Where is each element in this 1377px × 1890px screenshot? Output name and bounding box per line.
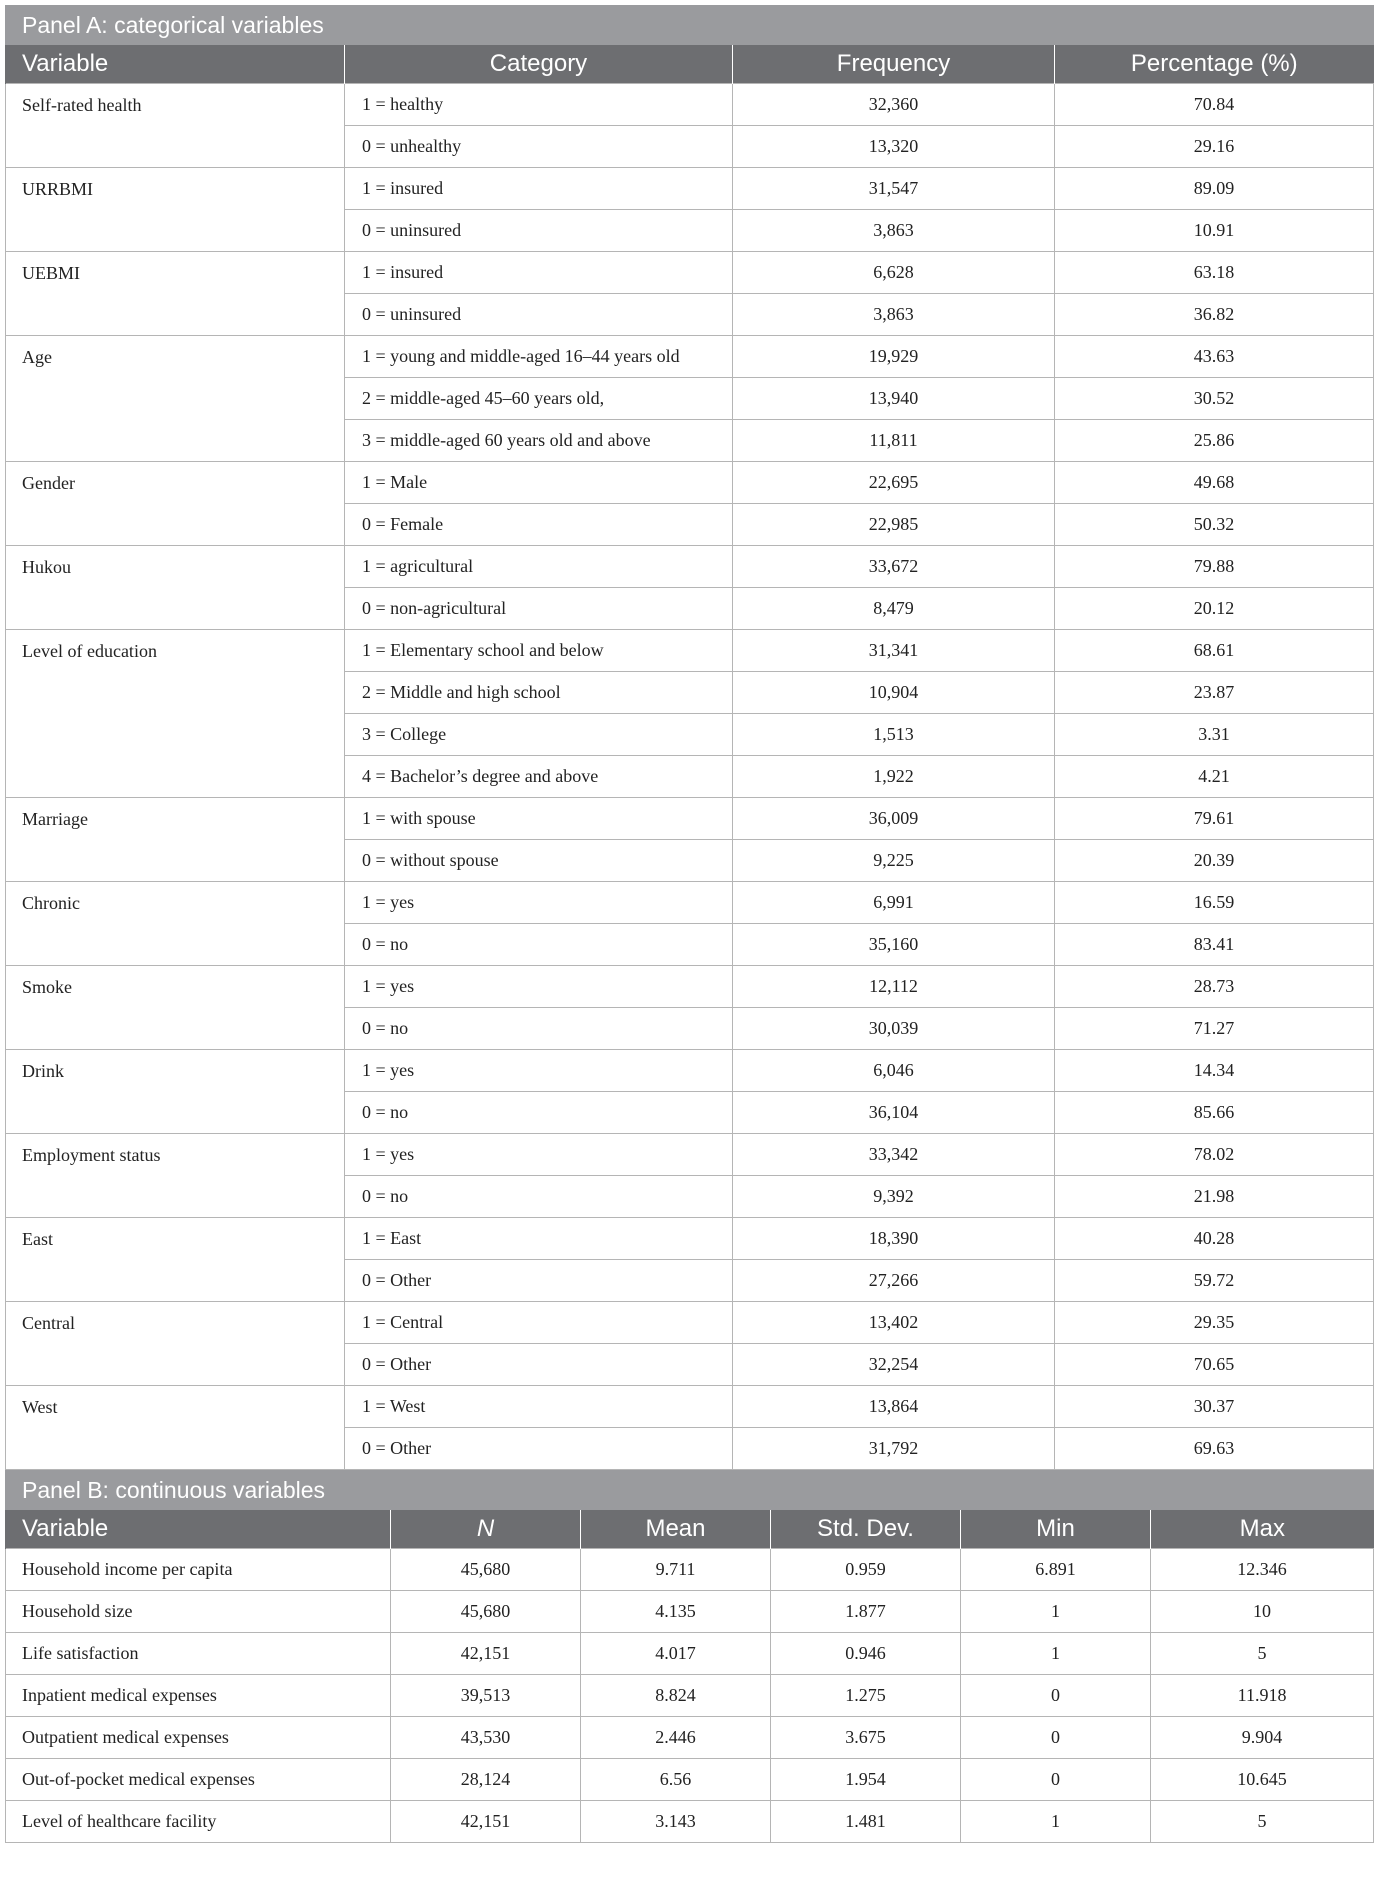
category-cell: 0 = no bbox=[345, 1092, 733, 1134]
max-cell: 9.904 bbox=[1151, 1717, 1374, 1759]
sd-cell: 1.275 bbox=[771, 1675, 961, 1717]
panel-b-table bbox=[5, 1470, 1374, 1843]
category-cell: 1 = yes bbox=[345, 966, 733, 1008]
frequency-cell: 36,104 bbox=[733, 1092, 1055, 1134]
percentage-cell: 59.72 bbox=[1055, 1260, 1374, 1302]
variable-name: Smoke bbox=[6, 966, 345, 1050]
min-cell: 1 bbox=[961, 1633, 1151, 1675]
panel-a-title: Panel A: categorical variables bbox=[6, 6, 1374, 45]
variable-name: Self-rated health bbox=[6, 84, 345, 168]
frequency-cell: 27,266 bbox=[733, 1260, 1055, 1302]
category-cell: 1 = agricultural bbox=[345, 546, 733, 588]
table-row bbox=[6, 546, 1374, 588]
panel-a-title-row bbox=[6, 6, 1374, 45]
category-cell: 0 = Other bbox=[345, 1260, 733, 1302]
table-row bbox=[6, 1386, 1374, 1428]
variable-name: URRBMI bbox=[6, 168, 345, 252]
variable-name: Level of healthcare facility bbox=[6, 1801, 391, 1843]
frequency-cell: 1,513 bbox=[733, 714, 1055, 756]
frequency-cell: 18,390 bbox=[733, 1218, 1055, 1260]
frequency-cell: 35,160 bbox=[733, 924, 1055, 966]
category-cell: 1 = East bbox=[345, 1218, 733, 1260]
frequency-cell: 6,991 bbox=[733, 882, 1055, 924]
percentage-cell: 50.32 bbox=[1055, 504, 1374, 546]
n-cell: 42,151 bbox=[391, 1801, 581, 1843]
max-cell: 12.346 bbox=[1151, 1549, 1374, 1591]
table-row bbox=[6, 1050, 1374, 1092]
category-cell: 0 = Female bbox=[345, 504, 733, 546]
min-cell: 1 bbox=[961, 1591, 1151, 1633]
frequency-cell: 36,009 bbox=[733, 798, 1055, 840]
min-cell: 0 bbox=[961, 1717, 1151, 1759]
table-row bbox=[6, 1759, 1374, 1801]
table-row bbox=[6, 1675, 1374, 1717]
percentage-cell: 40.28 bbox=[1055, 1218, 1374, 1260]
category-cell: 1 = Central bbox=[345, 1302, 733, 1344]
frequency-cell: 13,864 bbox=[733, 1386, 1055, 1428]
panel-a-column-header: Variable bbox=[6, 45, 345, 84]
panel-a-column-header: Category bbox=[345, 45, 733, 84]
sd-cell: 0.959 bbox=[771, 1549, 961, 1591]
percentage-cell: 30.37 bbox=[1055, 1386, 1374, 1428]
panel-b-column-header: Max bbox=[1151, 1510, 1374, 1549]
percentage-cell: 49.68 bbox=[1055, 462, 1374, 504]
panel-b-column-header: N bbox=[391, 1510, 581, 1549]
percentage-cell: 30.52 bbox=[1055, 378, 1374, 420]
panel-a-table bbox=[5, 5, 1374, 1470]
percentage-cell: 89.09 bbox=[1055, 168, 1374, 210]
mean-cell: 4.135 bbox=[581, 1591, 771, 1633]
percentage-cell: 20.12 bbox=[1055, 588, 1374, 630]
min-cell: 0 bbox=[961, 1675, 1151, 1717]
table-row bbox=[6, 630, 1374, 672]
frequency-cell: 31,341 bbox=[733, 630, 1055, 672]
max-cell: 10 bbox=[1151, 1591, 1374, 1633]
frequency-cell: 1,922 bbox=[733, 756, 1055, 798]
mean-cell: 6.56 bbox=[581, 1759, 771, 1801]
table-row bbox=[6, 1717, 1374, 1759]
variable-name: Age bbox=[6, 336, 345, 462]
table-row bbox=[6, 1801, 1374, 1843]
percentage-cell: 85.66 bbox=[1055, 1092, 1374, 1134]
table-row bbox=[6, 336, 1374, 378]
descriptive-statistics-table bbox=[5, 5, 1373, 1843]
percentage-cell: 25.86 bbox=[1055, 420, 1374, 462]
sd-cell: 1.481 bbox=[771, 1801, 961, 1843]
category-cell: 0 = non-agricultural bbox=[345, 588, 733, 630]
panel-b-column-header: Min bbox=[961, 1510, 1151, 1549]
n-cell: 28,124 bbox=[391, 1759, 581, 1801]
frequency-cell: 22,985 bbox=[733, 504, 1055, 546]
sd-cell: 3.675 bbox=[771, 1717, 961, 1759]
percentage-cell: 79.88 bbox=[1055, 546, 1374, 588]
variable-name: Employment status bbox=[6, 1134, 345, 1218]
sd-cell: 1.877 bbox=[771, 1591, 961, 1633]
percentage-cell: 68.61 bbox=[1055, 630, 1374, 672]
sd-cell: 1.954 bbox=[771, 1759, 961, 1801]
percentage-cell: 21.98 bbox=[1055, 1176, 1374, 1218]
percentage-cell: 79.61 bbox=[1055, 798, 1374, 840]
category-cell: 0 = no bbox=[345, 1176, 733, 1218]
frequency-cell: 30,039 bbox=[733, 1008, 1055, 1050]
frequency-cell: 11,811 bbox=[733, 420, 1055, 462]
percentage-cell: 63.18 bbox=[1055, 252, 1374, 294]
frequency-cell: 12,112 bbox=[733, 966, 1055, 1008]
panel-b-column-header: Variable bbox=[6, 1510, 391, 1549]
variable-name: Drink bbox=[6, 1050, 345, 1134]
frequency-cell: 6,046 bbox=[733, 1050, 1055, 1092]
variable-name: Household income per capita bbox=[6, 1549, 391, 1591]
sd-cell: 0.946 bbox=[771, 1633, 961, 1675]
variable-name: Outpatient medical expenses bbox=[6, 1717, 391, 1759]
frequency-cell: 3,863 bbox=[733, 294, 1055, 336]
panel-b-title: Panel B: continuous variables bbox=[6, 1471, 1374, 1510]
panel-b-title-row bbox=[6, 1471, 1374, 1510]
category-cell: 0 = Other bbox=[345, 1428, 733, 1470]
max-cell: 5 bbox=[1151, 1633, 1374, 1675]
category-cell: 1 = insured bbox=[345, 168, 733, 210]
variable-name: Gender bbox=[6, 462, 345, 546]
percentage-cell: 3.31 bbox=[1055, 714, 1374, 756]
category-cell: 1 = Male bbox=[345, 462, 733, 504]
frequency-cell: 13,320 bbox=[733, 126, 1055, 168]
panel-a-header-row bbox=[6, 45, 1374, 84]
frequency-cell: 31,792 bbox=[733, 1428, 1055, 1470]
percentage-cell: 71.27 bbox=[1055, 1008, 1374, 1050]
variable-name: Out-of-pocket medical expenses bbox=[6, 1759, 391, 1801]
frequency-cell: 33,672 bbox=[733, 546, 1055, 588]
n-cell: 45,680 bbox=[391, 1591, 581, 1633]
category-cell: 1 = young and middle-aged 16–44 years old bbox=[345, 336, 733, 378]
frequency-cell: 6,628 bbox=[733, 252, 1055, 294]
variable-name: Inpatient medical expenses bbox=[6, 1675, 391, 1717]
percentage-cell: 16.59 bbox=[1055, 882, 1374, 924]
variable-name: Household size bbox=[6, 1591, 391, 1633]
panel-b-column-header: Mean bbox=[581, 1510, 771, 1549]
panel-b-header-row bbox=[6, 1510, 1374, 1549]
category-cell: 1 = healthy bbox=[345, 84, 733, 126]
table-row bbox=[6, 1633, 1374, 1675]
category-cell: 4 = Bachelor’s degree and above bbox=[345, 756, 733, 798]
frequency-cell: 10,904 bbox=[733, 672, 1055, 714]
category-cell: 2 = Middle and high school bbox=[345, 672, 733, 714]
percentage-cell: 20.39 bbox=[1055, 840, 1374, 882]
table-row bbox=[6, 1591, 1374, 1633]
n-cell: 43,530 bbox=[391, 1717, 581, 1759]
n-cell: 45,680 bbox=[391, 1549, 581, 1591]
frequency-cell: 19,929 bbox=[733, 336, 1055, 378]
frequency-cell: 9,225 bbox=[733, 840, 1055, 882]
variable-name: West bbox=[6, 1386, 345, 1470]
category-cell: 1 = yes bbox=[345, 1134, 733, 1176]
n-cell: 39,513 bbox=[391, 1675, 581, 1717]
category-cell: 0 = without spouse bbox=[345, 840, 733, 882]
table-row bbox=[6, 84, 1374, 126]
panel-a-column-header: Frequency bbox=[733, 45, 1055, 84]
frequency-cell: 3,863 bbox=[733, 210, 1055, 252]
table-row bbox=[6, 252, 1374, 294]
max-cell: 11.918 bbox=[1151, 1675, 1374, 1717]
category-cell: 1 = Elementary school and below bbox=[345, 630, 733, 672]
mean-cell: 8.824 bbox=[581, 1675, 771, 1717]
table-row bbox=[6, 1302, 1374, 1344]
frequency-cell: 22,695 bbox=[733, 462, 1055, 504]
percentage-cell: 28.73 bbox=[1055, 966, 1374, 1008]
percentage-cell: 29.16 bbox=[1055, 126, 1374, 168]
panel-a-column-header: Percentage (%) bbox=[1055, 45, 1374, 84]
variable-name: Life satisfaction bbox=[6, 1633, 391, 1675]
category-cell: 1 = with spouse bbox=[345, 798, 733, 840]
category-cell: 3 = College bbox=[345, 714, 733, 756]
variable-name: Level of education bbox=[6, 630, 345, 798]
percentage-cell: 69.63 bbox=[1055, 1428, 1374, 1470]
panel-b-column-header: Std. Dev. bbox=[771, 1510, 961, 1549]
frequency-cell: 32,360 bbox=[733, 84, 1055, 126]
max-cell: 10.645 bbox=[1151, 1759, 1374, 1801]
category-cell: 0 = uninsured bbox=[345, 210, 733, 252]
category-cell: 0 = no bbox=[345, 924, 733, 966]
max-cell: 5 bbox=[1151, 1801, 1374, 1843]
percentage-cell: 36.82 bbox=[1055, 294, 1374, 336]
frequency-cell: 31,547 bbox=[733, 168, 1055, 210]
category-cell: 1 = yes bbox=[345, 1050, 733, 1092]
frequency-cell: 13,940 bbox=[733, 378, 1055, 420]
percentage-cell: 4.21 bbox=[1055, 756, 1374, 798]
mean-cell: 4.017 bbox=[581, 1633, 771, 1675]
percentage-cell: 70.65 bbox=[1055, 1344, 1374, 1386]
variable-name: UEBMI bbox=[6, 252, 345, 336]
frequency-cell: 8,479 bbox=[733, 588, 1055, 630]
percentage-cell: 14.34 bbox=[1055, 1050, 1374, 1092]
percentage-cell: 78.02 bbox=[1055, 1134, 1374, 1176]
category-cell: 1 = yes bbox=[345, 882, 733, 924]
category-cell: 0 = unhealthy bbox=[345, 126, 733, 168]
percentage-cell: 70.84 bbox=[1055, 84, 1374, 126]
percentage-cell: 43.63 bbox=[1055, 336, 1374, 378]
mean-cell: 2.446 bbox=[581, 1717, 771, 1759]
variable-name: Marriage bbox=[6, 798, 345, 882]
category-cell: 1 = West bbox=[345, 1386, 733, 1428]
table-row bbox=[6, 1218, 1374, 1260]
table-row bbox=[6, 1134, 1374, 1176]
frequency-cell: 33,342 bbox=[733, 1134, 1055, 1176]
percentage-cell: 83.41 bbox=[1055, 924, 1374, 966]
category-cell: 0 = uninsured bbox=[345, 294, 733, 336]
variable-name: Hukou bbox=[6, 546, 345, 630]
mean-cell: 9.711 bbox=[581, 1549, 771, 1591]
percentage-cell: 10.91 bbox=[1055, 210, 1374, 252]
percentage-cell: 23.87 bbox=[1055, 672, 1374, 714]
frequency-cell: 32,254 bbox=[733, 1344, 1055, 1386]
table-row bbox=[6, 168, 1374, 210]
variable-name: East bbox=[6, 1218, 345, 1302]
table-row bbox=[6, 1549, 1374, 1591]
category-cell: 0 = no bbox=[345, 1008, 733, 1050]
table-row bbox=[6, 798, 1374, 840]
table-row bbox=[6, 462, 1374, 504]
min-cell: 0 bbox=[961, 1759, 1151, 1801]
percentage-cell: 29.35 bbox=[1055, 1302, 1374, 1344]
frequency-cell: 13,402 bbox=[733, 1302, 1055, 1344]
frequency-cell: 9,392 bbox=[733, 1176, 1055, 1218]
variable-name: Chronic bbox=[6, 882, 345, 966]
min-cell: 6.891 bbox=[961, 1549, 1151, 1591]
category-cell: 1 = insured bbox=[345, 252, 733, 294]
category-cell: 0 = Other bbox=[345, 1344, 733, 1386]
min-cell: 1 bbox=[961, 1801, 1151, 1843]
category-cell: 2 = middle-aged 45–60 years old, bbox=[345, 378, 733, 420]
table-row bbox=[6, 882, 1374, 924]
variable-name: Central bbox=[6, 1302, 345, 1386]
table-row bbox=[6, 966, 1374, 1008]
n-cell: 42,151 bbox=[391, 1633, 581, 1675]
category-cell: 3 = middle-aged 60 years old and above bbox=[345, 420, 733, 462]
mean-cell: 3.143 bbox=[581, 1801, 771, 1843]
